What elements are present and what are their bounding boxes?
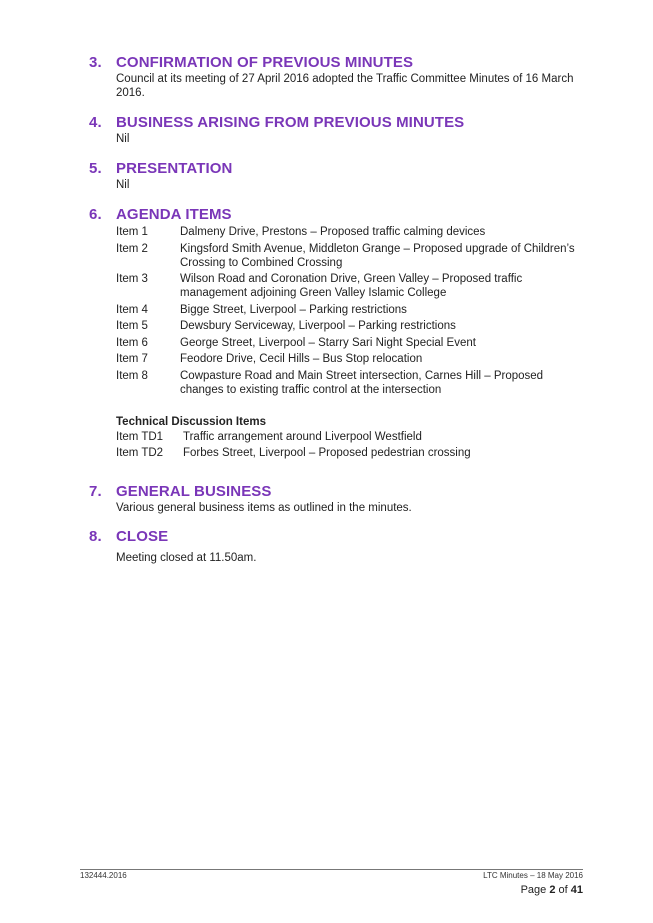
agenda-item	[116, 336, 589, 350]
technical-discussion-heading: Technical Discussion Items	[116, 416, 266, 428]
section-title: CONFIRMATION OF PREVIOUS MINUTES	[116, 54, 414, 71]
section-body: Council at its meeting of 27 April 2016 adopted the Traffic Committee Minutes of 16 March 2016.	[116, 73, 574, 99]
technical-item-label: Item TD2	[116, 447, 164, 459]
section-heading	[89, 54, 589, 71]
section-presentation	[89, 160, 589, 192]
footer-doc-reference: 132444.2016	[80, 871, 127, 880]
agenda-item-label: Item 7	[116, 353, 148, 365]
section-number: 8.	[89, 528, 102, 545]
section-heading	[89, 528, 589, 545]
section-title: PRESENTATION	[116, 160, 233, 177]
technical-item-text: Forbes Street, Liverpool – Proposed pedestrian crossing	[183, 447, 471, 459]
section-title: BUSINESS ARISING FROM PREVIOUS MINUTES	[116, 114, 465, 131]
page-prefix: Page	[520, 884, 550, 896]
agenda-item	[116, 242, 589, 270]
agenda-item-label: Item 2	[116, 242, 148, 255]
agenda-item	[116, 369, 589, 397]
section-number: 5.	[89, 160, 102, 177]
agenda-item-label: Item 5	[116, 320, 148, 332]
agenda-item-label: Item 3	[116, 273, 148, 285]
section-heading	[89, 206, 589, 223]
page-current: 2	[549, 884, 556, 896]
section-body: Various general business items as outlined in the minutes.	[116, 502, 412, 514]
section-title: CLOSE	[116, 528, 169, 545]
section-title: GENERAL BUSINESS	[116, 483, 272, 500]
agenda-item-text: Kingsford Smith Avenue, Middleton Grange – Proposed upgrade of Children’s Crossing to Combined Crossing	[180, 242, 575, 269]
agenda-item-text: Wilson Road and Coronation Drive, Green Valley – Proposed traffic management adjoining Green Valley Islamic College	[180, 273, 523, 299]
section-close	[89, 528, 589, 565]
agenda-item	[116, 303, 589, 317]
section-heading	[89, 160, 589, 177]
page-of: of	[555, 884, 571, 896]
footer-doc-title: LTC Minutes – 18 May 2016	[483, 871, 583, 880]
agenda-item-text: Dewsbury Serviceway, Liverpool – Parking restrictions	[180, 320, 456, 332]
page-number	[521, 884, 583, 896]
section-number: 4.	[89, 114, 102, 131]
section-heading	[89, 483, 589, 500]
section-confirmation-of-previous-minutes	[89, 54, 589, 100]
agenda-item-text: Dalmeny Drive, Prestons – Proposed traffic calming devices	[180, 226, 486, 238]
section-number: 6.	[89, 206, 102, 223]
agenda-item-label: Item 1	[116, 226, 148, 238]
section-body: Meeting closed at 11.50am.	[116, 552, 257, 564]
section-agenda-items	[89, 206, 589, 399]
section-general-business	[89, 483, 589, 515]
section-body: Nil	[116, 179, 130, 191]
technical-item	[116, 446, 589, 460]
agenda-item	[116, 272, 589, 300]
technical-item	[116, 430, 589, 444]
agenda-item-text: Cowpasture Road and Main Street intersection, Carnes Hill – Proposed changes to existing traffic control at the intersection	[180, 369, 544, 396]
section-business-arising	[89, 114, 589, 146]
technical-discussion-block	[89, 416, 589, 460]
agenda-item	[116, 352, 589, 366]
section-heading	[89, 114, 589, 131]
footer-divider	[80, 869, 583, 870]
agenda-item-text: Bigge Street, Liverpool – Parking restrictions	[180, 303, 407, 316]
technical-item-text: Traffic arrangement around Liverpool Westfield	[183, 431, 422, 443]
agenda-item-label: Item 6	[116, 336, 148, 349]
section-number: 3.	[89, 54, 102, 71]
agenda-item-text: George Street, Liverpool – Starry Sari Night Special Event	[180, 336, 476, 349]
technical-item-label: Item TD1	[116, 431, 164, 443]
agenda-item-list	[116, 225, 589, 397]
agenda-item-text: Feodore Drive, Cecil Hills – Bus Stop relocation	[180, 353, 423, 365]
agenda-item	[116, 319, 589, 333]
page-total: 41	[570, 884, 583, 896]
section-title: AGENDA ITEMS	[116, 206, 232, 223]
agenda-item-label: Item 8	[116, 369, 148, 382]
agenda-item	[116, 225, 589, 239]
agenda-item-label: Item 4	[116, 303, 148, 316]
section-number: 7.	[89, 483, 102, 500]
section-body: Nil	[116, 133, 130, 145]
